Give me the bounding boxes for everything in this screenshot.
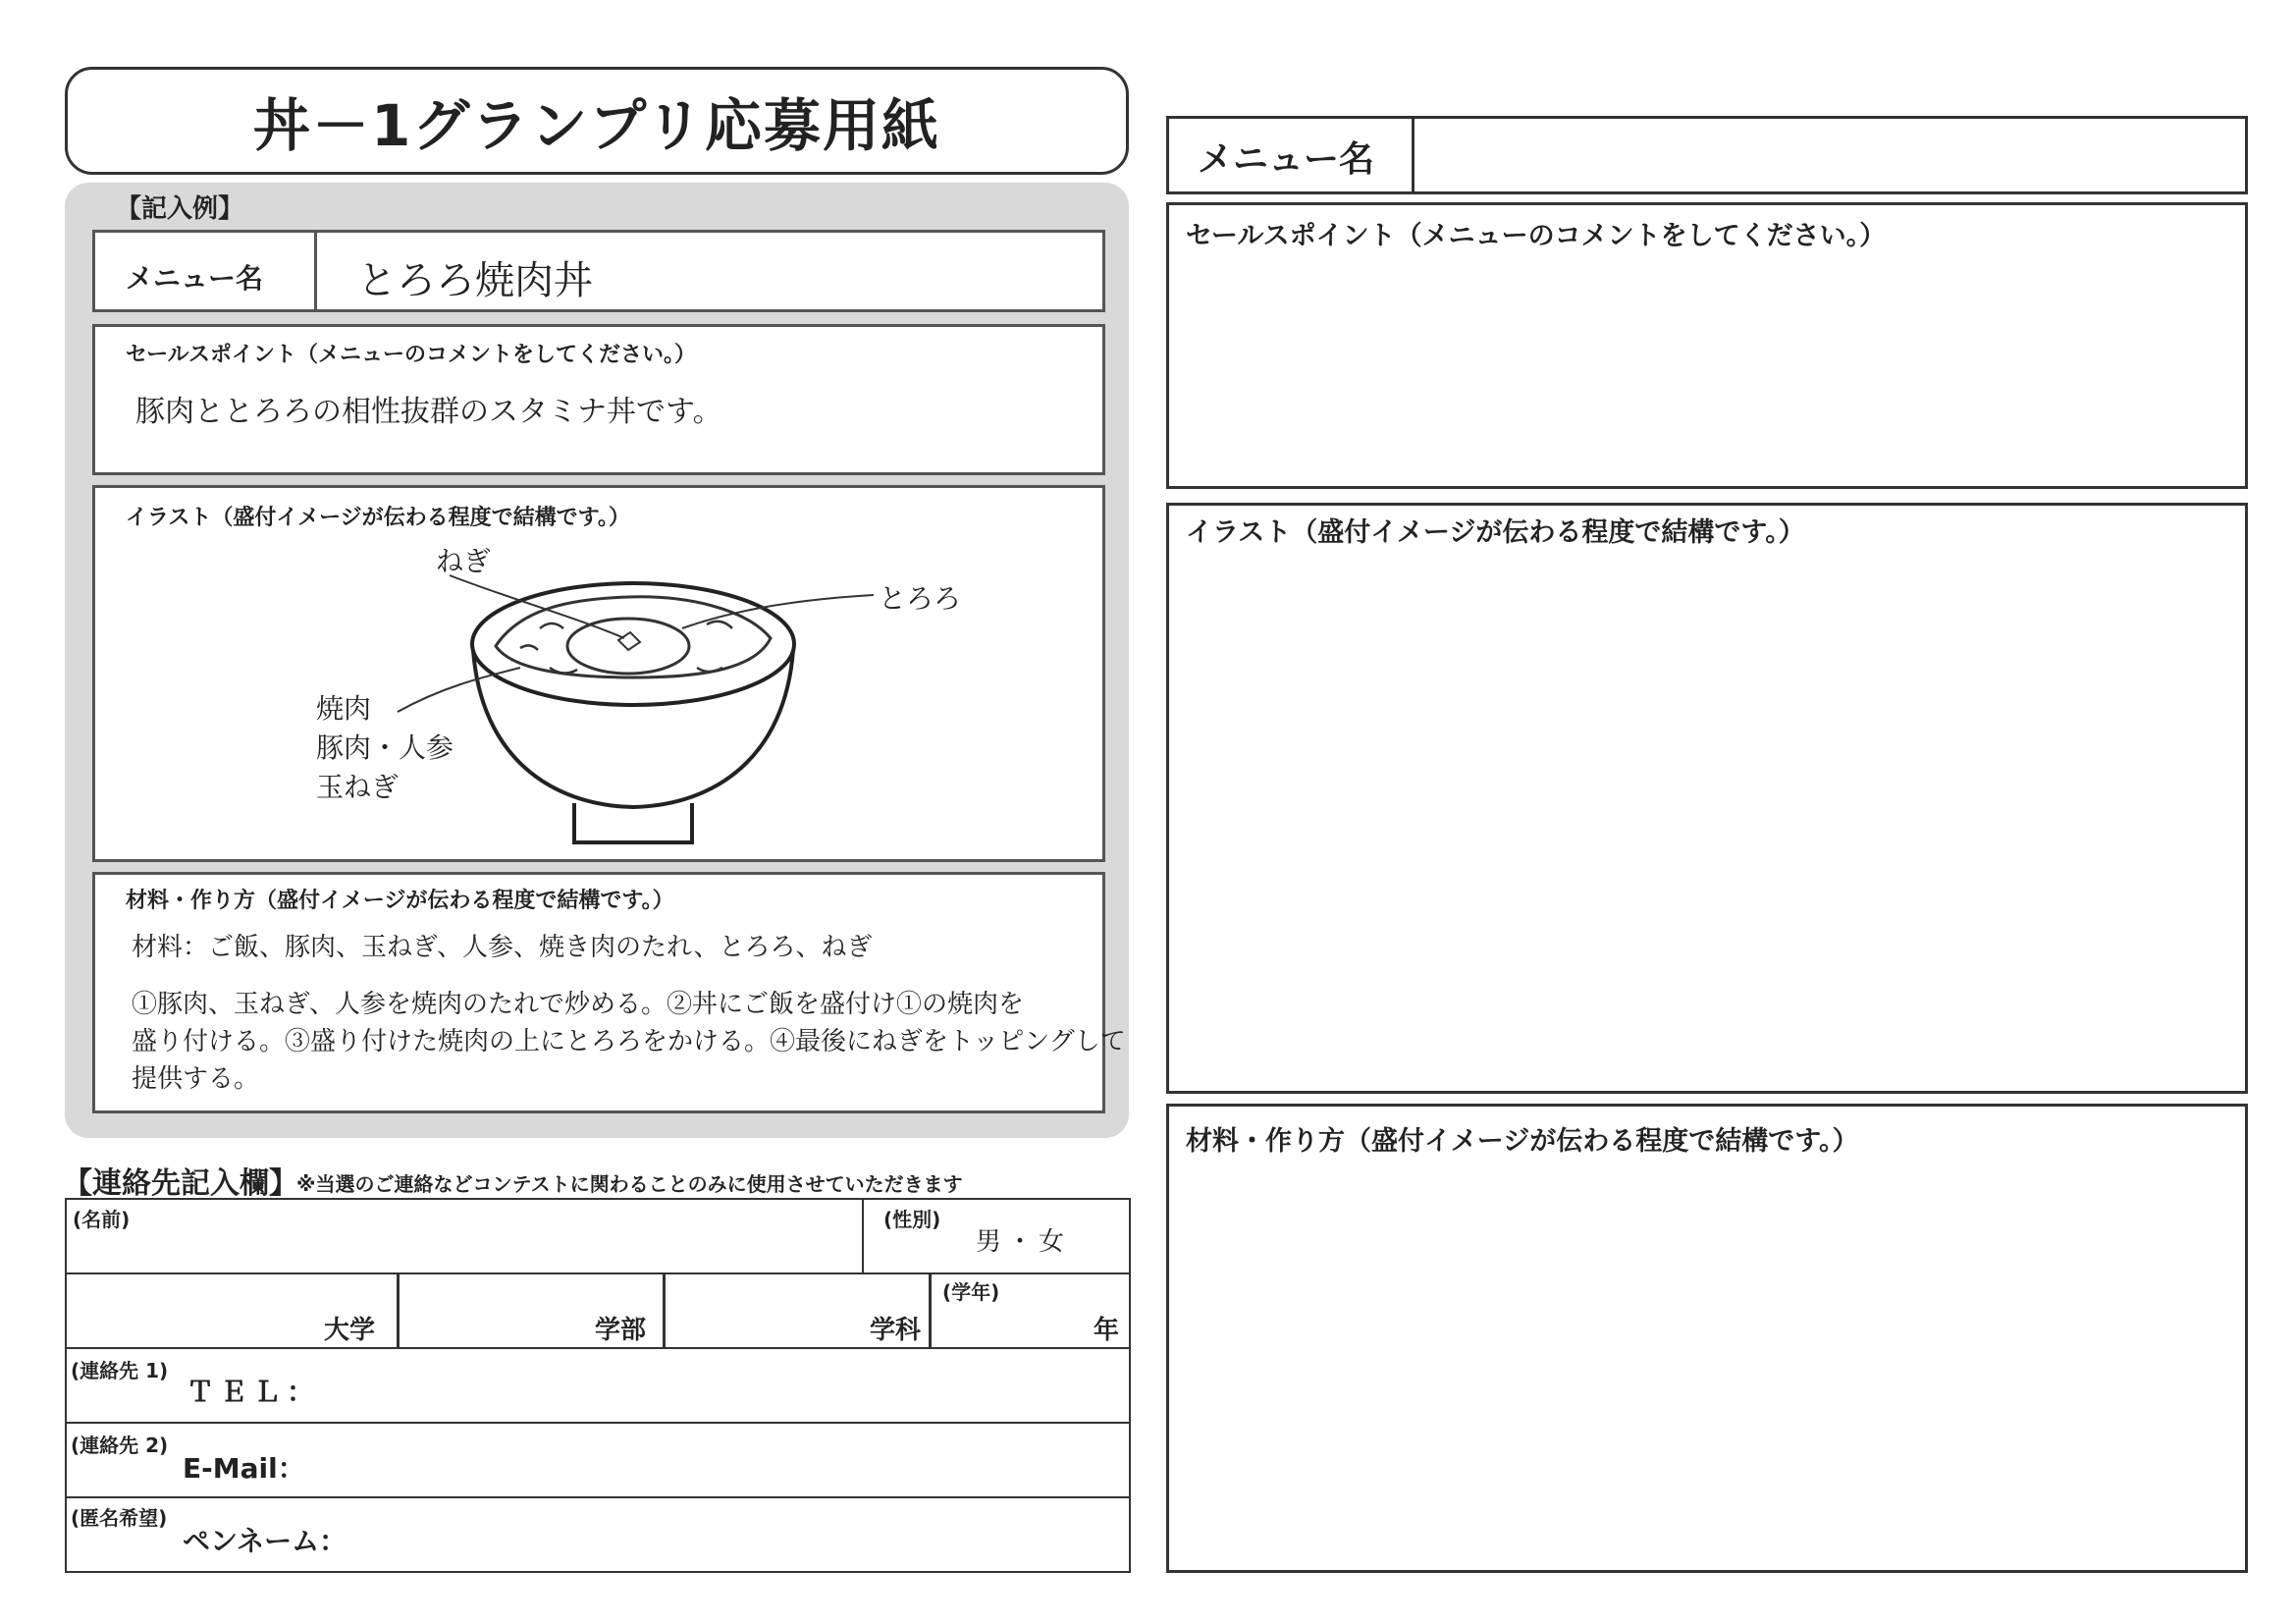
department-label: 学科 [870,1316,922,1345]
annotation-tororo: とろろ [879,582,962,615]
annotation-yakiniku-3: 玉ねぎ [316,771,400,803]
example-menu-value: とろろ焼肉丼 [357,258,593,303]
tel-label: ＴＥＬ： [187,1376,321,1408]
example-sales-label: セールスポイント（メニューのコメントをしてください。） [126,343,697,367]
form-material-box[interactable] [1166,1104,2248,1573]
example-material-label: 材料・作り方（盛付イメージが伝わる程度で結構です。） [126,889,674,913]
annotation-yakiniku-2: 豚肉・人参 [316,731,454,764]
name-label: (名前) [73,1208,131,1231]
example-illust-label: イラスト（盛付イメージが伝わる程度で結構です。） [126,506,630,530]
example-heading: 【記入例】 [116,194,244,224]
example-material-steps-2: 盛り付ける。③盛り付けた焼肉の上にとろろをかける。④最後にねぎをトッピングして [132,1027,1126,1056]
example-menu-divider [314,230,317,312]
tororo-topping [567,619,689,674]
example-material-steps-1: ①豚肉、玉ねぎ、人参を焼肉のたれで炒める。②丼にご飯を盛付け①の焼肉を [132,990,1024,1019]
annotation-yakiniku-1: 焼肉 [316,692,372,725]
annotation-negi: ねぎ [436,545,492,577]
form-menu-divider [1412,116,1415,194]
form-material-label: 材料・作り方（盛付イメージが伝わる程度で結構です。） [1186,1126,1859,1157]
faculty-label: 学部 [595,1316,647,1345]
email-label: E-Mail： [183,1452,305,1485]
gender-label: (性別) [883,1208,941,1231]
form-menu-label: メニュー名 [1198,139,1375,180]
contact2-label: (連絡先 2) [71,1434,169,1457]
year-label: 年 [1094,1316,1120,1345]
contact-note: ※当選のご連絡などコンテストに関わることのみに使用させていただきます [296,1172,963,1196]
page-title: 丼－1グランプリ応募用紙 [65,67,1129,175]
example-sales-value: 豚肉ととろろの相性抜群のスタミナ丼です。 [135,395,722,429]
example-menu-label: メニュー名 [126,262,264,295]
name-gender-divider [862,1198,864,1274]
form-illust-box[interactable] [1166,503,2248,1094]
form-menu-input[interactable] [1417,120,2244,190]
form-sales-label: セールスポイント（メニューのコメントをしてください。） [1186,221,1887,251]
example-material-ingredients: 材料：ご飯、豚肉、玉ねぎ、人参、焼き肉のたれ、とろろ、ねぎ [132,933,873,962]
penname-field[interactable] [353,1500,1129,1571]
gender-options[interactable]: 男・女 [976,1227,1071,1257]
anon-label: (匿名希望) [71,1506,168,1530]
contact1-label: (連絡先 1) [71,1359,169,1382]
penname-label: ペンネーム： [183,1525,347,1557]
email-field[interactable] [304,1426,1129,1494]
form-illust-label: イラスト（盛付イメージが伝わる程度で結構です。） [1186,517,1805,548]
row-divider [65,1496,1131,1498]
example-material-steps-3: 提供する。 [132,1064,260,1094]
contact-heading: 【連絡先記入欄】 [63,1166,298,1201]
row-divider [65,1347,1131,1349]
name-field[interactable] [67,1200,862,1272]
tel-field[interactable] [294,1353,1129,1420]
yakiniku-leader [398,668,520,712]
row-divider [65,1422,1131,1424]
university-label: 大学 [324,1316,376,1345]
year-heading: (学年) [942,1280,1000,1304]
